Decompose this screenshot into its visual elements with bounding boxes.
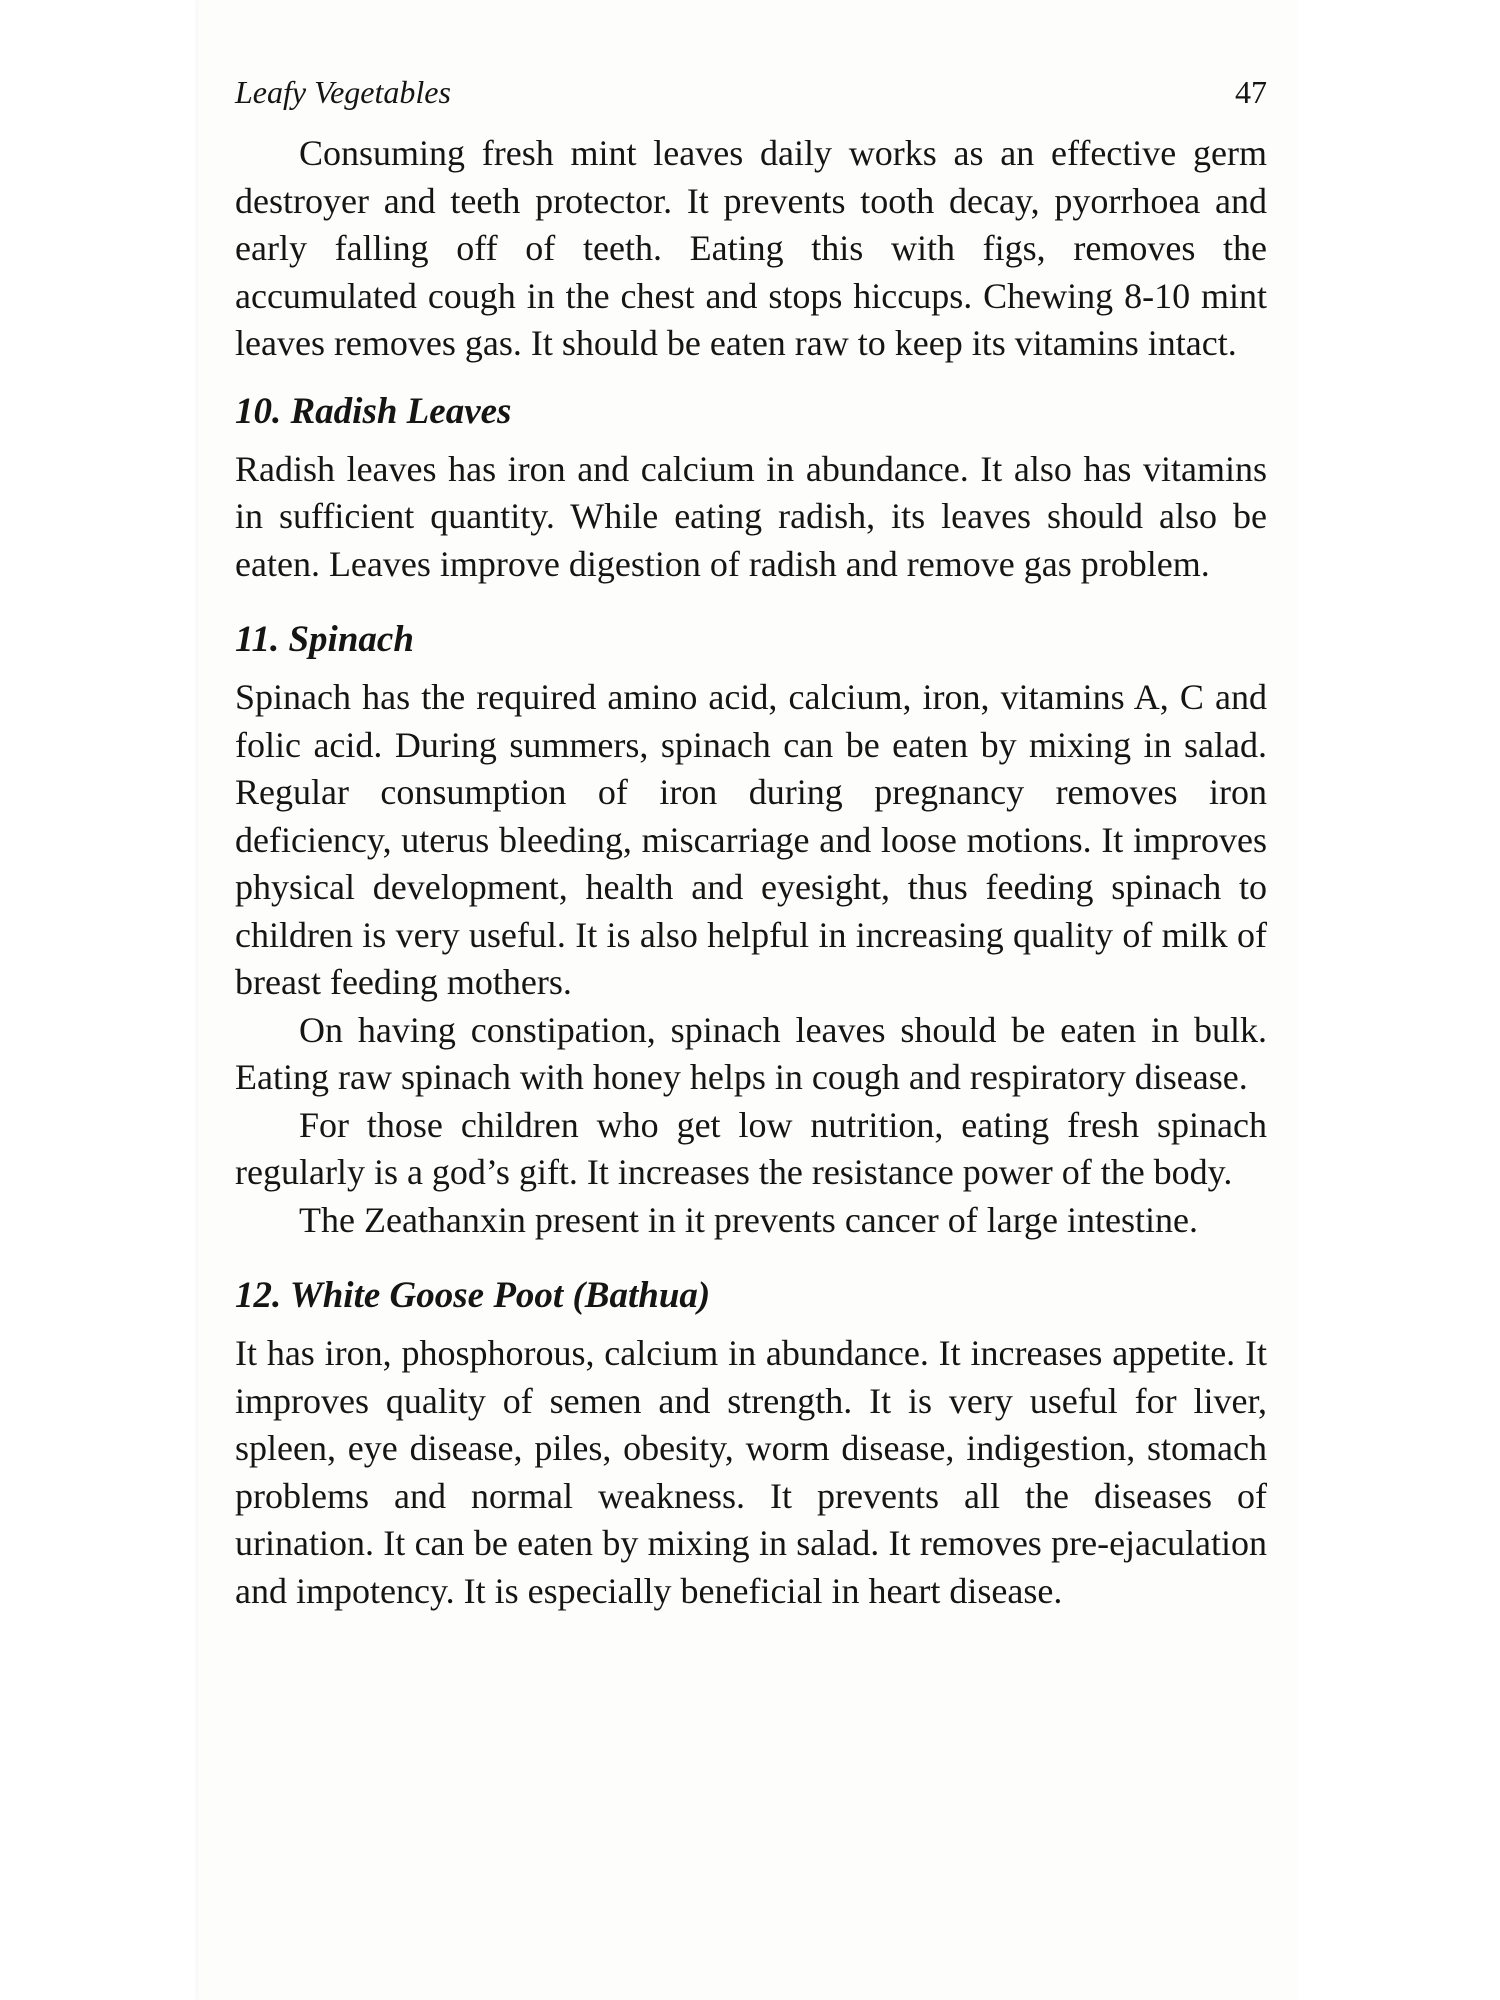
section-paragraph: Spinach has the required amino acid, calcium, iron, vitamins A, C and folic acid. During summers, spinach can be eaten by mixing in salad. Regular consumption of iron during pregnancy removes iron deficiency, uterus bleeding, miscarriage and loose motions. It improves physical development, health and eyesight, thus feeding spinach to children is very useful. It is also helpful in increasing quality of milk of breast feeding mothers.	[235, 677, 1267, 1002]
section-radish-leaves	[235, 388, 1267, 589]
page-number: 47	[1235, 74, 1267, 110]
intro-paragraph: Consuming fresh mint leaves daily works as an effective germ destroyer and teeth protector. It prevents tooth decay, pyorrhoea and early falling off of teeth. Eating this with figs, removes the accumulated cough in the chest and stops hiccups. Chewing 8-10 mint leaves removes gas. It should be eaten raw to keep its vitamins intact.	[235, 133, 1267, 363]
section-heading: 12. White Goose Poot (Bathua)	[235, 1275, 711, 1316]
running-header-title: Leafy Vegetables	[235, 74, 451, 110]
page-content	[235, 74, 1267, 1615]
section-paragraph: For those children who get low nutrition, eating fresh spinach regularly is a god’s gift. It increases the resistance power of the body.	[235, 1104, 1267, 1192]
section-spinach	[235, 616, 1267, 1244]
section-paragraph: Radish leaves has iron and calcium in abundance. It also has vitamins in sufficient quantity. While eating radish, its leaves should also be eaten. Leaves improve digestion of radish and remove gas problem.	[235, 448, 1267, 584]
section-heading: 11. Spinach	[235, 619, 414, 660]
section-white-goose-poot	[235, 1272, 1267, 1615]
section-paragraph: On having constipation, spinach leaves should be eaten in bulk. Eating raw spinach with honey helps in cough and respiratory disease.	[235, 1009, 1267, 1097]
section-paragraph: It has iron, phosphorous, calcium in abundance. It increases appetite. It improves quality of semen and strength. It is very useful for liver, spleen, eye disease, piles, obesity, worm disease, indigestion, stomach problems and normal weakness. It prevents all the diseases of urination. It can be eaten by mixing in salad. It removes pre-ejaculation and impotency. It is especially beneficial in heart disease.	[235, 1333, 1267, 1611]
running-header	[235, 74, 1267, 124]
section-paragraph: The Zeathanxin present in it prevents cancer of large intestine.	[299, 1199, 1198, 1240]
section-heading: 10. Radish Leaves	[235, 390, 512, 432]
book-page	[198, 0, 1298, 2000]
